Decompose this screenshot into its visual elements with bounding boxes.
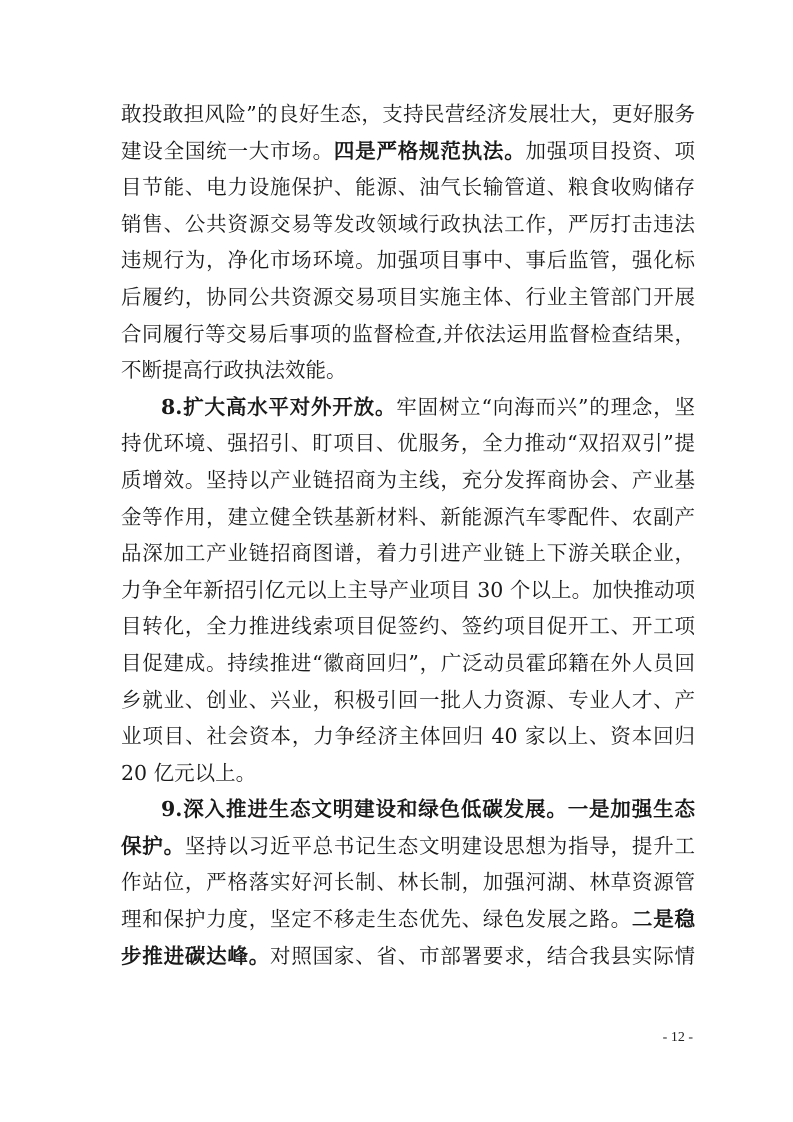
text-line — [121, 279, 695, 316]
body-text: 敢投敢担风险”的良好生态，支持民营经济发展壮大，更好服务 — [121, 102, 695, 126]
text-line — [121, 682, 695, 719]
body-text: 品深加工产业链招商图谱，着力引进产业链上下游关联企业， — [121, 541, 695, 566]
text-line — [121, 535, 695, 572]
body-text: 20 亿元以上。 — [121, 760, 257, 785]
body-text: 理和保护力度，坚定不移走生态优先、绿色发展之路。 — [121, 907, 632, 932]
text-line — [121, 133, 695, 170]
body-text: 建设全国统一大市场。 — [121, 138, 334, 163]
body-text: 目节能、电力设施保护、能源、油气长输管道、粮食收购储存 — [121, 175, 695, 200]
document-body — [121, 96, 695, 974]
body-text: 后履约，协同公共资源交易项目实施主体、行业主管部门开展 — [121, 284, 695, 309]
text-line — [121, 316, 695, 353]
text-line — [121, 864, 695, 901]
text-line — [121, 791, 695, 828]
body-text: 金等作用，建立健全铁基新材料、新能源汽车零配件、农副产 — [121, 504, 695, 529]
page-number: - 12 - — [662, 1030, 693, 1045]
text-line — [121, 169, 695, 206]
text-line — [121, 901, 695, 938]
body-text: 力争全年新招引亿元以上主导产业项目 30 个以上。加快推动项 — [121, 577, 695, 602]
body-text: 加强项目投资、项 — [525, 138, 696, 163]
text-line — [121, 608, 695, 645]
text-line — [121, 96, 695, 133]
body-text: 作站位，严格落实好河长制、林长制，加强河湖、林草资源管 — [121, 870, 695, 895]
bold-heading-text: 二是稳 — [631, 907, 695, 932]
body-text: 对照国家、省、市部署要求，结合我县实际情 — [270, 943, 696, 968]
text-line — [121, 499, 695, 536]
text-line — [121, 645, 695, 682]
body-text: 合同履行等交易后事项的监督检查,并依法运用监督检查结果， — [121, 321, 695, 346]
bold-heading-text: 8.扩大高水平对外开放。 — [161, 394, 397, 419]
body-text: 不断提高行政执法效能。 — [121, 358, 347, 383]
text-line — [121, 425, 695, 462]
body-text: 目转化，全力推进线索项目促签约、签约项目促开工、开工项 — [121, 614, 695, 639]
bold-heading-text: 四是严格规范执法。 — [333, 138, 526, 163]
body-text: 质增效。坚持以产业链招商为主线，充分发挥商协会、产业基 — [121, 467, 695, 492]
text-line — [121, 389, 695, 426]
bold-heading-text: 保护。 — [121, 833, 185, 858]
body-text: 乡就业、创业、兴业，积极引回一批人力资源、专业人才、产 — [121, 687, 695, 712]
text-line — [121, 352, 695, 389]
text-line — [121, 242, 695, 279]
body-text: 业项目、社会资本，力争经济主体回归 40 家以上、资本回归 — [121, 724, 695, 749]
body-text: 牢固树立“向海而兴”的理念，坚 — [396, 394, 695, 419]
text-line — [121, 828, 695, 865]
text-line — [121, 718, 695, 755]
bold-heading-text: 步推进碳达峰。 — [121, 943, 271, 968]
text-line — [121, 755, 695, 792]
text-line — [121, 572, 695, 609]
text-line — [121, 462, 695, 499]
body-text: 持优环境、强招引、盯项目、优服务，全力推动“双招双引”提 — [121, 431, 695, 456]
bold-heading-text: 9.深入推进生态文明建设和绿色低碳发展。一是加强生态 — [161, 797, 695, 822]
body-text: 违规行为，净化市场环境。加强项目事中、事后监管，强化标 — [121, 248, 695, 273]
body-text: 坚持以习近平总书记生态文明建设思想为指导，提升工 — [184, 833, 696, 858]
text-line — [121, 206, 695, 243]
body-text: 销售、公共资源交易等发改领域行政执法工作，严厉打击违法 — [121, 211, 695, 236]
text-line — [121, 938, 695, 975]
body-text: 目促建成。持续推进“徽商回归”，广泛动员霍邱籍在外人员回 — [121, 650, 695, 675]
